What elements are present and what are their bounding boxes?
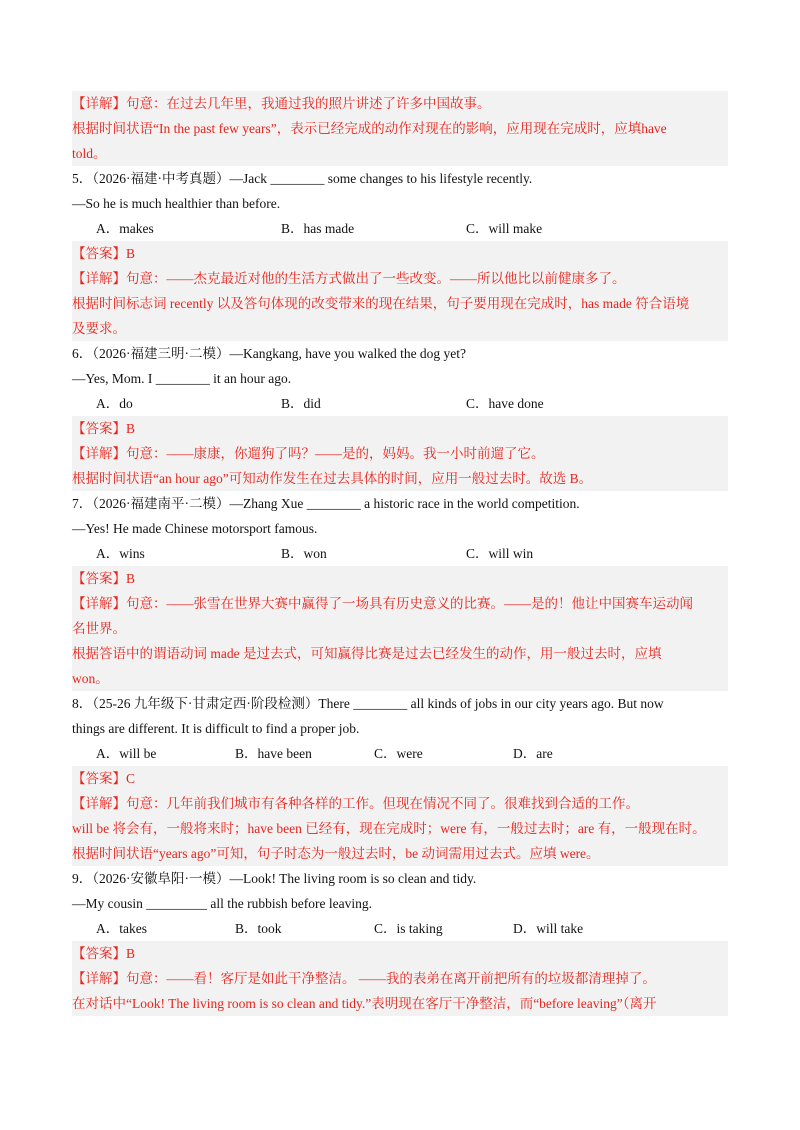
explain-line: 在对话中“Look! The living room is so clean and tidy.”表明现在客厅干净整洁，而“before leaving”（离开 [72, 996, 657, 1011]
options-row [72, 216, 728, 241]
option-c: C．were [374, 746, 423, 761]
option-c: C．will make [466, 221, 543, 236]
option-a: A．takes [96, 921, 147, 936]
explain-line: 【详解】句意：——康康，你遛狗了吗？——是的，妈妈。我一小时前遛了它。 [72, 446, 545, 461]
question-6 [72, 341, 728, 491]
question-7 [72, 491, 728, 691]
question-stem: 9．（2026·安徽阜阳·一模）—Look! The living room is so clean and tidy. [72, 871, 477, 886]
option-b: B．have been [235, 746, 312, 761]
explain-line: 名世界。 [72, 621, 126, 636]
option-d: D．are [513, 746, 553, 761]
question-stem: 8．（25-26 九年级下·甘肃定西·阶段检测）There ________ all kinds of jobs in our city years ago. But now [72, 696, 664, 711]
answer-explanation [72, 566, 728, 691]
question-stem: —Yes! He made Chinese motorsport famous. [72, 521, 318, 536]
answer-line: 【答案】C [72, 771, 136, 786]
question-stem: things are different. It is difficult to find a proper job. [72, 721, 360, 736]
answer-explanation [72, 766, 728, 866]
document-page [72, 91, 728, 1016]
option-a: A．wins [96, 546, 145, 561]
answer-line: 【答案】B [72, 571, 136, 586]
explain-line: 根据时间状语“an hour ago”可知动作发生在过去具体的时间，应用一般过去时。故选 B。 [72, 471, 593, 486]
option-a: A．will be [96, 746, 157, 761]
explain-line: 根据时间状语“years ago”可知，句子时态为一般过去时，be 动词需用过去式。应填 were。 [72, 846, 600, 861]
question-stem: 6．（2026·福建三明·二模）—Kangkang, have you walked the dog yet? [72, 346, 467, 361]
explain-line: told。 [72, 146, 107, 161]
question-stem: —So he is much healthier than before. [72, 196, 281, 211]
question-9 [72, 866, 728, 1016]
option-b: B．took [235, 921, 282, 936]
answer-explanation [72, 416, 728, 491]
question-stem: 5．（2026·福建·中考真题）—Jack ________ some changes to his lifestyle recently. [72, 171, 533, 186]
explain-line: 【详解】句意：——张雪在世界大赛中赢得了一场具有历史意义的比赛。——是的！他让中国赛车运动闻 [72, 596, 693, 611]
question-stem: —Yes, Mom. I ________ it an hour ago. [72, 371, 292, 386]
question-stem: 7．（2026·福建南平·二模）—Zhang Xue ________ a historic race in the world competition. [72, 496, 580, 511]
option-b: B．did [281, 396, 321, 411]
explain-line: 根据时间标志词 recently 以及答句体现的改变带来的现在结果，句子要用现在完成时，has made 符合语境 [72, 296, 690, 311]
answer-line: 【答案】B [72, 246, 136, 261]
options-row [72, 741, 728, 766]
explain-line: 及要求。 [72, 321, 126, 336]
answer-line: 【答案】B [72, 421, 136, 436]
explain-line: 【详解】句意：在过去几年里，我通过我的照片讲述了许多中国故事。 [72, 96, 491, 111]
explain-line: 【详解】句意：——看！客厅是如此干净整洁。 ——我的表弟在离开前把所有的垃圾都清理掉了。 [72, 971, 656, 986]
option-b: B．won [281, 546, 327, 561]
options-row [72, 541, 728, 566]
answer-line: 【答案】B [72, 946, 136, 961]
option-c: C．is taking [374, 921, 443, 936]
option-a: A．makes [96, 221, 154, 236]
q4-explanation [72, 91, 728, 166]
explain-line: won。 [72, 671, 109, 686]
option-d: D．will take [513, 921, 584, 936]
options-row [72, 391, 728, 416]
explain-line: 【详解】句意：——杰克最近对他的生活方式做出了一些改变。——所以他比以前健康多了。 [72, 271, 626, 286]
option-b: B．has made [281, 221, 355, 236]
explain-line: 根据时间状语“In the past few years”，表示已经完成的动作对现在的影响，应用现在完成时，应填have [72, 121, 667, 136]
explain-line: will be 将会有，一般将来时；have been 已经有，现在完成时；were 有，一般过去时；are 有，一般现在时。 [72, 821, 706, 836]
question-8 [72, 691, 728, 866]
answer-explanation [72, 941, 728, 1016]
explain-line: 根据答语中的谓语动词 made 是过去式，可知赢得比赛是过去已经发生的动作，用一般过去时，应填 [72, 646, 662, 661]
answer-explanation [72, 241, 728, 341]
question-stem: —My cousin _________ all the rubbish before leaving. [72, 896, 372, 911]
question-5 [72, 166, 728, 341]
option-c: C．have done [466, 396, 544, 411]
option-a: A．do [96, 396, 133, 411]
option-c: C．will win [466, 546, 534, 561]
explain-line: 【详解】句意：几年前我们城市有各种各样的工作。但现在情况不同了。很难找到合适的工作。 [72, 796, 639, 811]
options-row [72, 916, 728, 941]
